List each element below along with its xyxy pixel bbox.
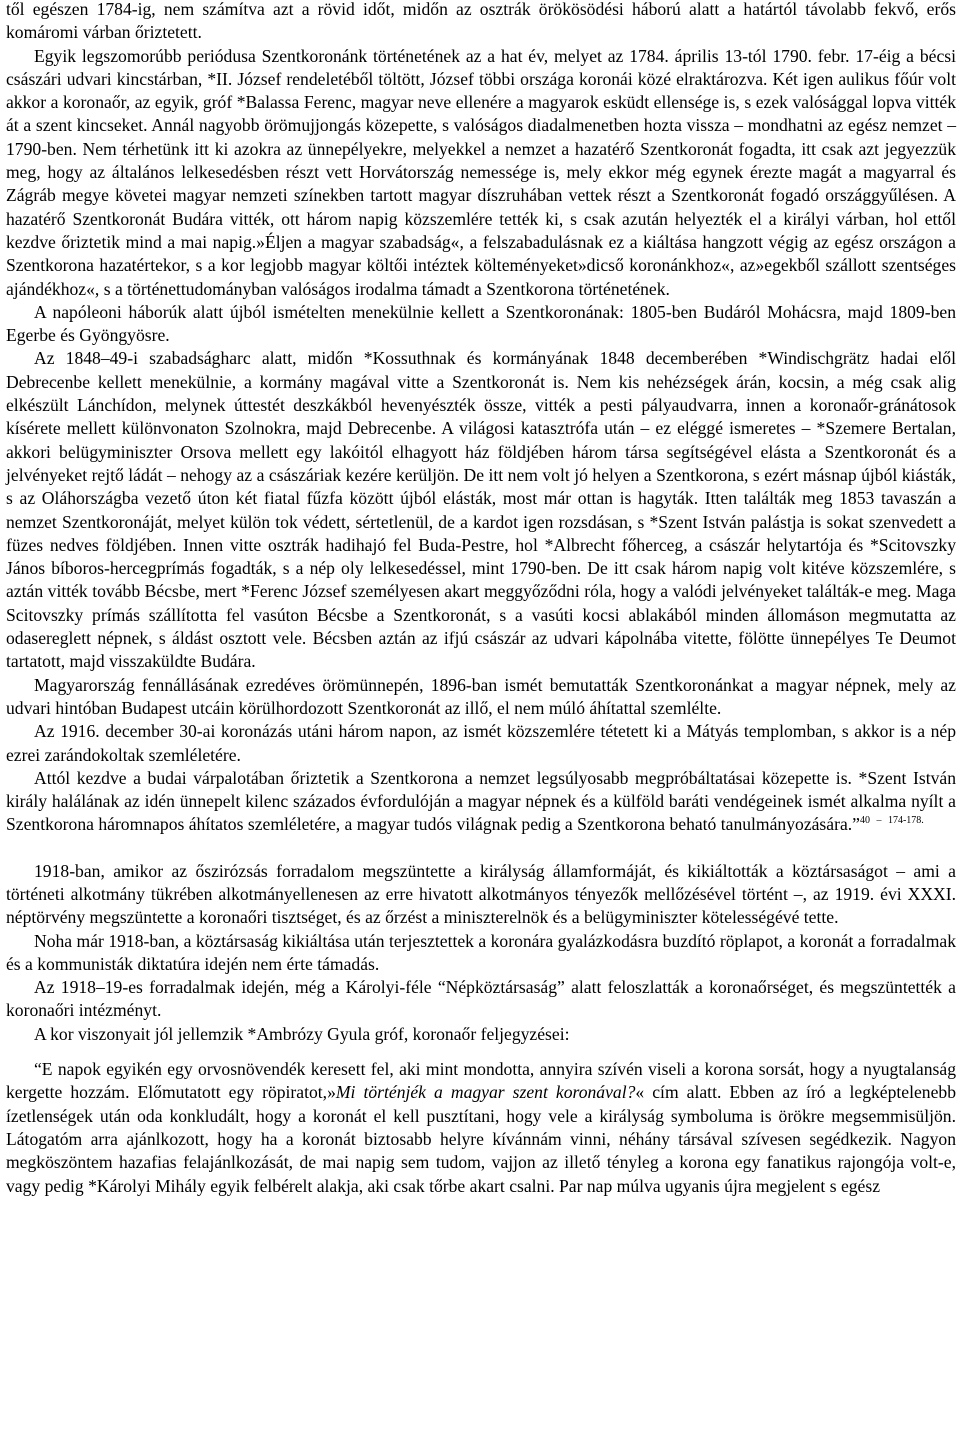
quote-text-start: “E napok egyikén egy orvosnövendék keresett fel, aki mint mondotta, annyira szívén viseli a korona sorsát, hogy a nyugtalanság kergette hozzám. Előmutatott egy röpiratot,» bbox=[6, 1059, 956, 1103]
paragraph-10-text: Az 1918–19-es forradalmak idején, még a Károlyi-féle “Népköztársaság” alatt feloszlatták a koronaőrséget, és megszüntették a koronaőri intézményt. bbox=[6, 977, 956, 1021]
paragraph-2-text: Egyik legszomorúbb periódusa Szentkoronánk történetének az a hat év, melyet az 1784. április 13-tól 1790. febr. 17-éig a bécsi császári udvari kincstárban, *II. József rendeletéből töltött, József többi országa koronái közé elraktározva. Két igen aulikus főúr volt akkor a koronaőr, az egyik, gróf *Balassa Ferenc, magyar neve ellenére a magyarok esküdt ellensége is, s ezek valósággal lopva vitték át a szent kincseket. Annál nagyobb örömujjongás közepette, s valóságos diadalmenetben hozta vissza – mondhatni az egész nemzet – 1790-ben. Nem térhetünk itt ki azokra az ünnepélyekre, melyekkel a nemzet a hazatérő Szentkoronát fogadta, itt csak azt jegyezzük meg, hogy az általános lelkesedésben részt vett Horvátország nemessége is, mely ekkor még egynek érezte magát a magyarral és Zágráb megye követei magyar nemzeti színekben tartott magyar díszruhában vettek részt a Szentkoronát fogadó országgyűlésen. A hazatérő Szentkoronát Budára vitték, ott három napig közszemlére tették ki, s csak azután helyezték el a királyi várban, hol ettől kezdve őriztetik mind a mai napig.»Éljen a magyar szabadság«, a felszabadulásnak ez a kiáltása hangzott végig az egész országon a Szentkorona hazatértekor, s a kor legjobb magyar költői intéztek költeményeket»dicső koronánkhoz«, az»egekből szállott szentséges ajándékhoz«, s a történettudományban valóságos irodalma támadt a Szentkorona történetének. bbox=[6, 45, 956, 299]
paragraph-4-text: Az 1848–49-i szabadságharc alatt, midőn *Kossuthnak és kormányának 1848 decemberében *Windischgrätz hadai elől Debrecenbe kellett menekülnie, a kormány magával vitte a Szentkoronát is. Nem kis nehézségek árán, kocsin, a még csak alig elkészült Lánchídon, melynek úttestét deszkákból hevenyészték össze, vitték a pesti pályaudvarra, innen a koronaőr-gránátosok kísérete mellett különvonaton Szolnokra, majd Debrecenbe. A világosi katasztrófa után – ez eléggé ismeretes – *Szemere Bertalan, akkori belügyminiszter Orsova mellett egy lakóitól elhagyott ház földjében három társa segítségével elásta a Szentkoronát és a jelvényeket rejtő ládát – nehogy az a császáriak kezére kerüljön. De itt nem volt jó helyen a Szentkorona, s ezért másnap újból kiásták, s az Oláhországba vezető úton két fiatal fűzfa között újból elásták, most már ottan is hagyták. Itten találták meg 1853 tavaszán a nemzet Szentkoronáját, melyet külön tok védett, sértetlenül, de a kardot igen rozsdásan, s *Szent István palástja is sokat szenvedett a füzes nedves földjében. Innen vitte osztrák hadihajó fel Buda-Pestre, hol *Albrecht főherceg, a császár helytartója és *Scitovszky János bíboros-hercegprímás fogadták, s a nép oly lelkesedéssel, mint 1790-ben. De itt csak három napig volt kitéve közszemlére, s aztán vitték tovább Bécsbe, mert *Ferenc József személyesen akart meggyőződni róla, hogy a valódi jelvényeket találták-e meg. Maga Scitovszky prímás szállította fel vasúton Bécsbe a Szentkoronát, s a vasúti kocsi ablakából minden állomáson megmutatta az odasereglett népnek, s áldást osztott vele. Bécsben aztán az ifjú császár az udvari kápolnába vitette, fölötte ünnepélyes Te Deumot tartatott, majd visszaküldte Budára. bbox=[6, 348, 956, 672]
paragraph-11-text: A kor viszonyait jól jellemzik *Ambrózy Gyula gróf, koronaőr feljegyzései: bbox=[34, 1023, 570, 1044]
paragraph-8 bbox=[6, 860, 956, 930]
paragraph-10 bbox=[6, 976, 956, 1023]
paragraph-7-text: Attól kezdve a budai várpalotában őriztetik a Szentkorona a nemzet legsúlyosabb megpróbáltatásai közepette is. *Szent István király halálának az idén ünnepelt kilenc százados évfordulóján a magyar népnek és a külföld baráti vendégeinek ismét alkalma nyílt a Szentkorona háromnapos áhítatos szemléletére, a magyar tudós világnak pedig a Szentkorona beható tanulmányozására.” bbox=[6, 767, 956, 835]
paragraph-7 bbox=[6, 767, 956, 837]
paragraph-6-text: Az 1916. december 30-ai koronázás utáni három napon, az ismét közszemlére tétetett ki a Mátyás templomban, s akkor is a nép ezrei zarándokoltak szemléletére. bbox=[6, 721, 956, 765]
paragraph-9 bbox=[6, 930, 956, 977]
quote-text-rest: « cím alatt. Ebben az író a legképtelenebb ízetlenségek után oda konkludált, hogy a koronát el kell pusztítani, hogy vele a királyság symboluma is örökre megsemmisüljön. Látogatóm arra ajánlkozott, hogy ha a koronát biztosabb helyre kívánnám vinni, néhány társával szívesen segédkezik. Nagyon megköszöntem hazafias felajánlkozását, de mai napig sem tudom, vajjon az illető tényleg a korona egy fanatikus rajongója volt-e, vagy pedig *Károlyi Mihály egyik felbérelt alakja, aki csak tőrbe akart csalni. Par nap múlva ugyanis újra megjelent s egész bbox=[6, 1082, 956, 1196]
quote-pamphlet-title: Mi történjék a magyar szent koronával? bbox=[335, 1082, 636, 1103]
paragraph-8-text: 1918-ban, amikor az őszirózsás forradalom megszüntette a királyság államformáját, és kikiáltották a köztársaságot – ami a történeti alkotmány tükrében alkotmányellenesen az erre hivatott alkotmányos tényezők mellőzésével történt –, az 1919. évi XXXI. néptörvény megszüntette a koronaőri tisztséget, és az őrzést a miniszterelnök és a belügyminiszter kötelességévé tette. bbox=[6, 860, 956, 928]
paragraph-11 bbox=[6, 1023, 956, 1046]
paragraph-3 bbox=[6, 301, 956, 348]
paragraph-6 bbox=[6, 720, 956, 767]
paragraph-5 bbox=[6, 674, 956, 721]
section-gap bbox=[6, 837, 956, 860]
paragraph-1 bbox=[6, 0, 956, 45]
paragraph-1-text: től egészen 1784-ig, nem számítva azt a rövid időt, midőn az osztrák örökösödési háború alatt a határtól távolabb fekvő, erős komáromi várban őriztetett. bbox=[6, 0, 956, 43]
paragraph-4 bbox=[6, 347, 956, 673]
paragraph-3-text: A napóleoni háborúk alatt újból ismételten menekülnie kellett a Szentkoronának: 1805-ben Budáról Mohácsra, majd 1809-ben Egerbe és Gyöngyösre. bbox=[6, 301, 956, 346]
paragraph-5-text: Magyarország fennállásának ezredéves örömünnepén, 1896-ban ismét bemutatták Szentkoronánkat a magyar népnek, mely az udvari hintóban Budapest utcáin körülhordozott Szentkoronát az illő, el nem múló áhítattal szemlélte. bbox=[6, 674, 956, 718]
footnote-reference: 40 – 174-178. bbox=[859, 815, 924, 827]
block-quote bbox=[6, 1058, 956, 1198]
paragraph-9-text: Noha már 1918-ban, a köztársaság kikiáltása után terjesztettek a koronára gyalázkodásra buzdító röplapot, a koronát a forradalmak és a kommunisták diktatúra idején nem érte támadás. bbox=[6, 930, 956, 974]
paragraph-2 bbox=[6, 45, 956, 301]
quote-gap bbox=[6, 1046, 956, 1058]
document-page bbox=[6, 0, 956, 1198]
